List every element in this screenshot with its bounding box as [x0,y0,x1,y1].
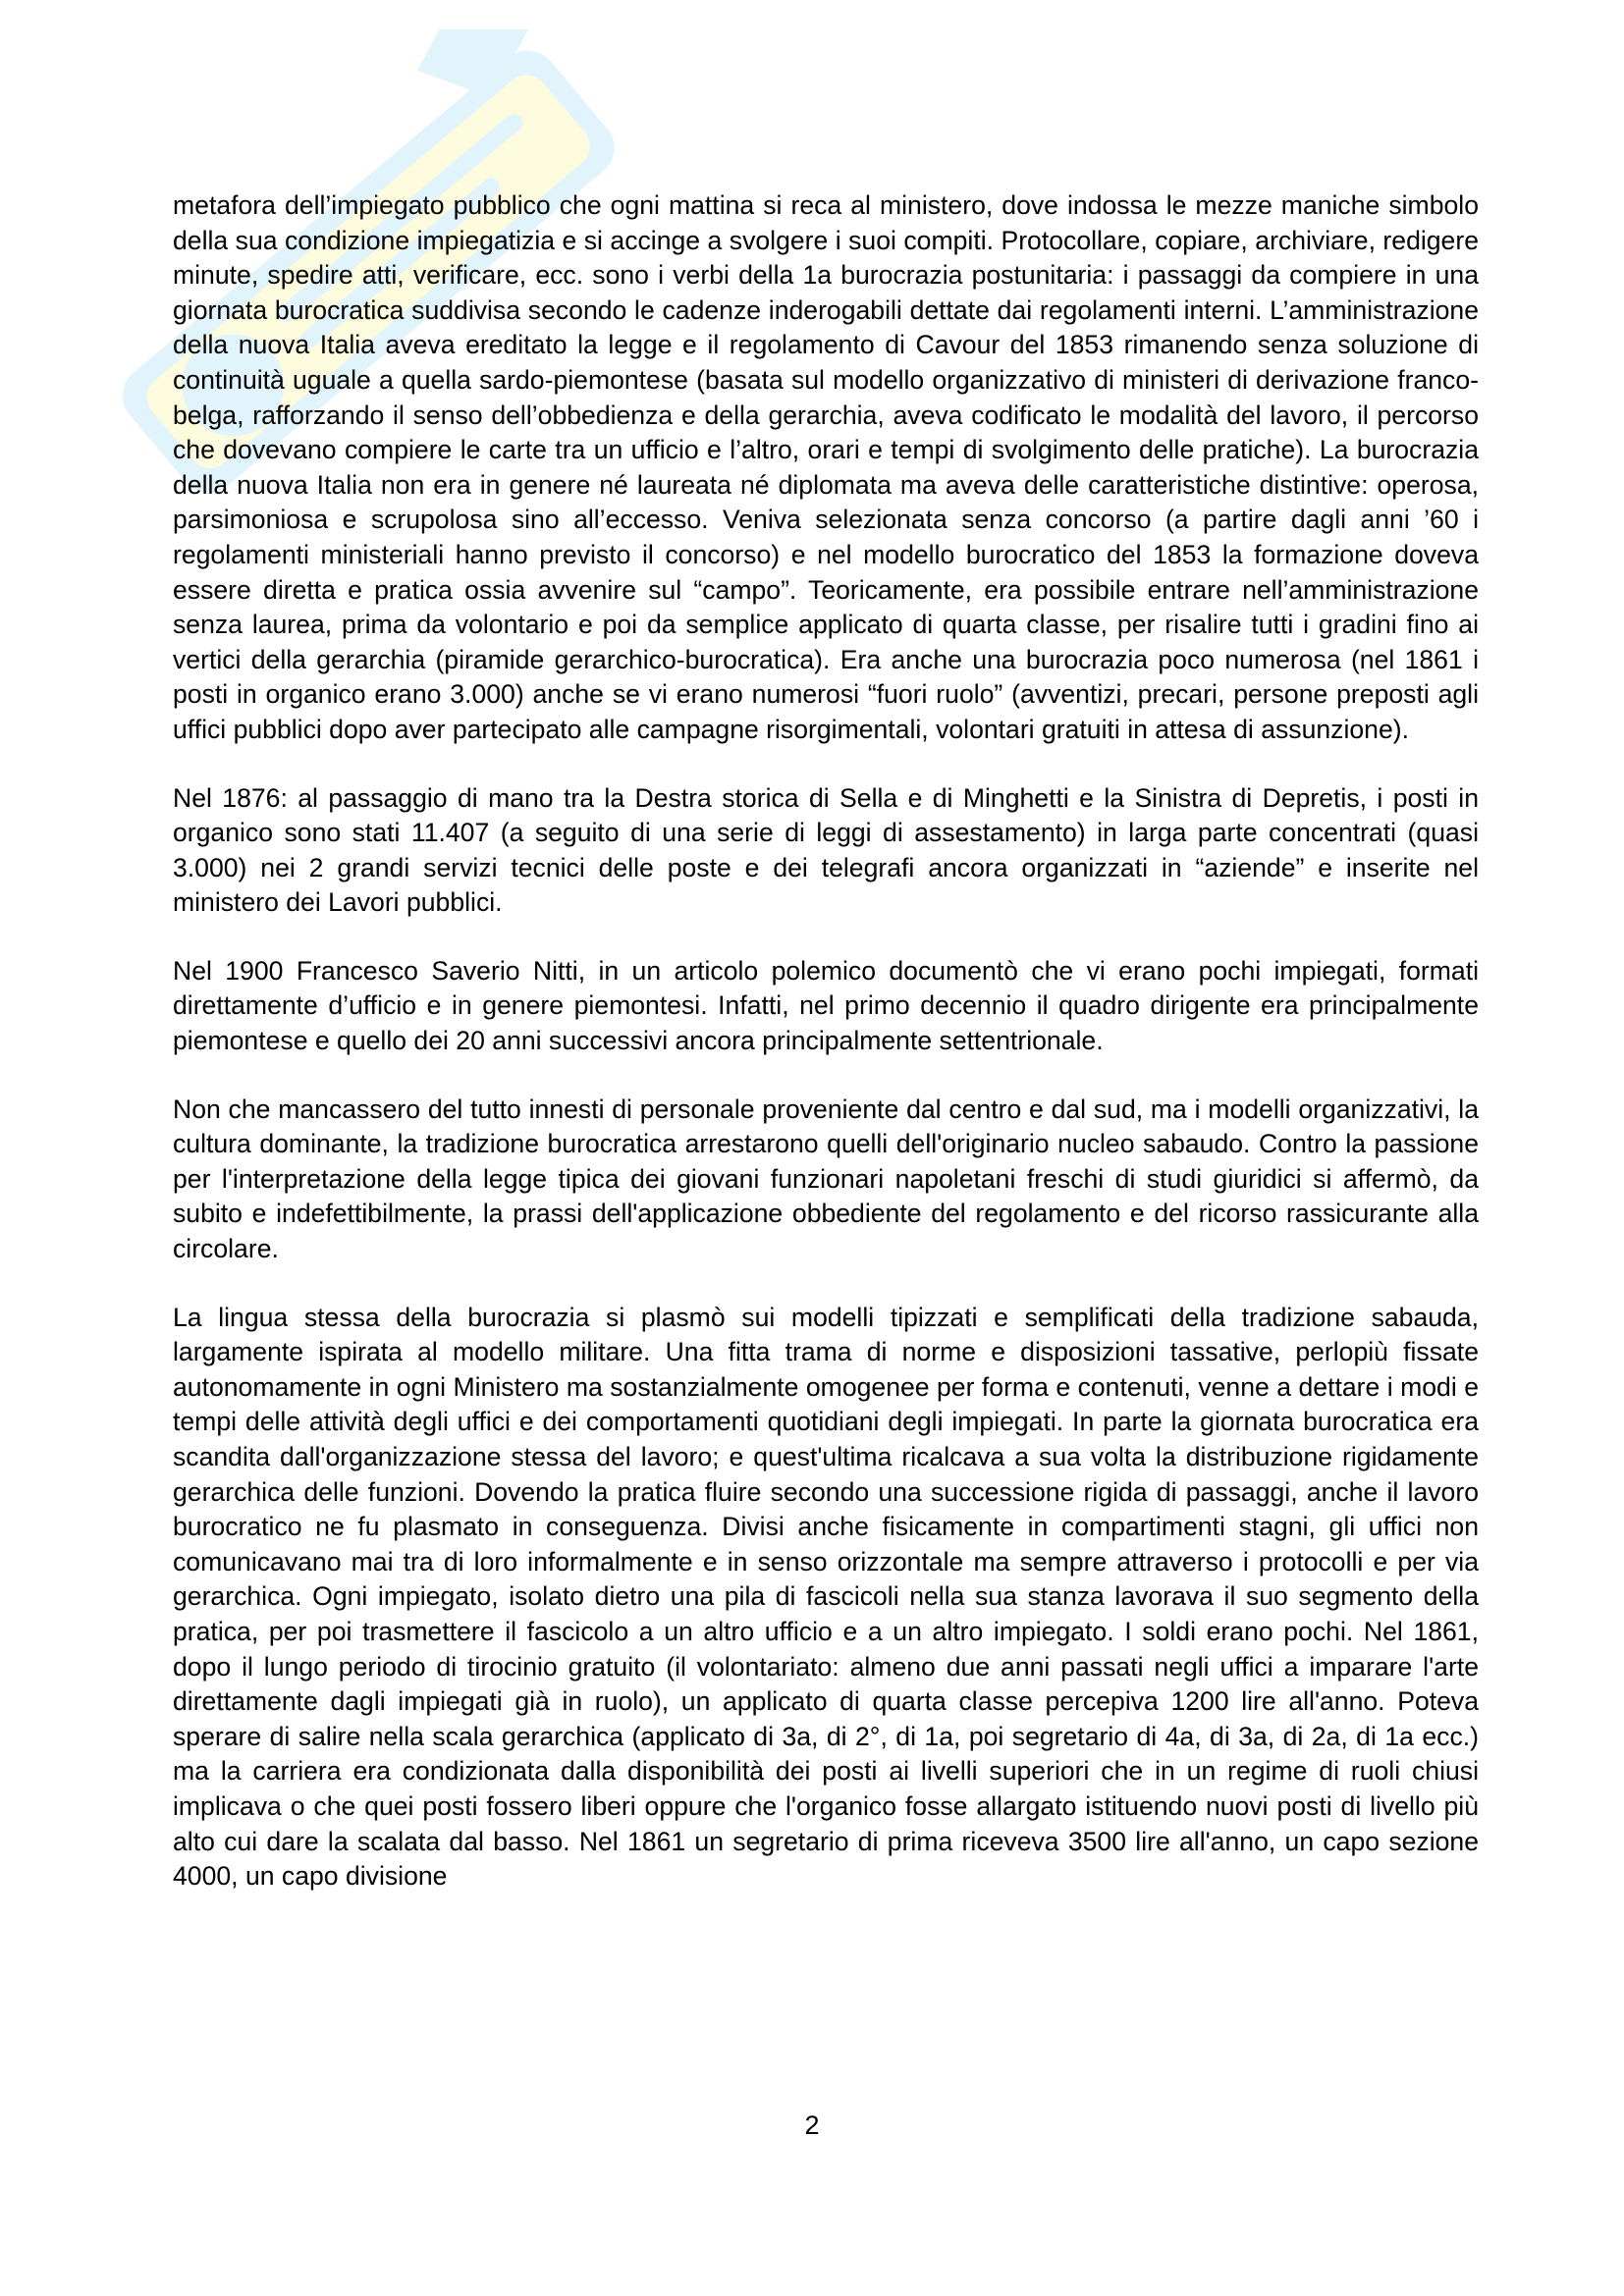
page-number: 2 [804,2110,820,2140]
paragraph-2: Nel 1876: al passaggio di mano tra la Destra storica di Sella e di Minghetti e la Sinistra di Depretis, i posti in organico sono stati 11.407 (a seguito di una serie di leggi di assestamento) in larga parte concentrati (quasi 3.000) nei 2 grandi servizi tecnici delle poste e dei telegrafi ancora organizzati in “aziende” e inserite nel ministero dei Lavori pubblici. [173,782,1479,918]
paragraph-1: metafora dell’impiegato pubblico che ogni mattina si reca al ministero, dove indossa le mezze maniche simbolo della sua condizione impiegatizia e si accinge a svolgere i suoi compiti. Protocollare, copiare, archiviare, redigere minute, spedire atti, verificare, ecc. sono i verbi della 1a burocrazia postunitaria: i passaggi da compiere in una giornata burocratica suddivisa secondo le cadenze inderogabili dettate dai regolamenti interni. L’amministrazione della nuova Italia aveva ereditato la legge e il regolamento di Cavour del 1853 rimanendo senza soluzione di continuità uguale a quella sardo-piemontese (basata sul modello organizzativo di ministeri di derivazione franco-belga, rafforzando il senso dell’obbedienza e della gerarchia, aveva codificato le modalità del lavoro, il percorso che dovevano compiere le carte tra un ufficio e l’altro, orari e tempi di svolgimento delle pratiche). La burocrazia della nuova Italia non era in genere né laureata né diplomata ma aveva delle caratteristiche distintive: operosa, parsimoniosa e scrupolosa sino all’eccesso. Veniva selezionata senza concorso (a partire dagli anni ’60 i regolamenti ministeriali hanno previsto il concorso) e nel modello burocratico del 1853 la formazione doveva essere diretta e pratica ossia avvenire sul “campo”. Teoricamente, era possibile entrare nell’amministrazione senza laurea, prima da volontario e poi da semplice applicato di quarta classe, per risalire tutti i gradini fino ai vertici della gerarchia (piramide gerarchico-burocratica). Era anche una burocrazia poco numerosa (nel 1861 i posti in organico erano 3.000) anche se vi erano numerosi “fuori ruolo” (avventizi, precari, persone preposti agli uffici pubblici dopo aver partecipato alle campagne risorgimentali, volontari gratuiti in attesa di assunzione). [173,190,1479,744]
paragraph-3: Nel 1900 Francesco Saverio Nitti, in un articolo polemico documentò che vi erano pochi impiegati, formati direttamente d’ufficio e in genere piemontesi. Infatti, nel primo decennio il quadro dirigente era principalmente piemontese e quello dei 20 anni successivi ancora principalmente settentrionale. [173,955,1479,1056]
page-body [173,188,1479,1895]
paragraph-5: La lingua stessa della burocrazia si plasmò sui modelli tipizzati e semplificati della tradizione sabauda, largamente ispirata al modello militare. Una fitta trama di norme e disposizioni tassative, perlopiù fissate autonomamente in ogni Ministero ma sostanzialmente omogenee per forma e contenuti, venne a dettare i modi e tempi delle attività degli uffici e dei comportamenti quotidiani degli impiegati. In parte la giornata burocratica era scandita dall'organizzazione stessa del lavoro; e quest'ultima ricalcava a sua volta la distribuzione rigidamente gerarchica delle funzioni. Dovendo la pratica fluire secondo una successione rigida di passaggi, anche il lavoro burocratico ne fu plasmato in conseguenza. Divisi anche fisicamente in compartimenti stagni, gli uffici non comunicavano mai tra di loro informalmente e in senso orizzontale ma sempre attraverso i protocolli e per via gerarchica. Ogni impiegato, isolato dietro una pila di fascicoli nella sua stanza lavorava il suo segmento della pratica, per poi trasmettere il fascicolo a un altro ufficio e a un altro impiegato. I soldi erano pochi. Nel 1861, dopo il lungo periodo di tirocinio gratuito (il volontariato: almeno due anni passati negli uffici a imparare l'arte direttamente dagli impiegati già in ruolo), un applicato di quarta classe percepiva 1200 lire all'anno. Poteva sperare di salire nella scala gerarchica (applicato di 3a, di 2°, di 1a, poi segretario di 4a, di 3a, di 2a, di 1a ecc.) ma la carriera era condizionata dalla disponibilità dei posti ai livelli superiori che in un regime di ruoli chiusi implicava o che quei posti fossero liberi oppure che l'organico fosse allargato istituendo nuovi posti di livello più alto cui dare la scalata dal basso. Nel 1861 un segretario di prima riceveva 3500 lire all'anno, un capo sezione 4000, un capo divisione [173,1302,1479,1892]
paragraph-4: Non che mancassero del tutto innesti di personale proveniente dal centro e dal sud, ma i modelli organizzativi, la cultura dominante, la tradizione burocratica arrestarono quelli dell'originario nucleo sabaudo. Contro la passione per l'interpretazione della legge tipica dei giovani funzionari napoletani freschi di studi giuridici si affermò, da subito e indefettibilmente, la prassi dell'applicazione obbediente del regolamento e del ricorso rassicurante alla circolare. [173,1094,1479,1264]
